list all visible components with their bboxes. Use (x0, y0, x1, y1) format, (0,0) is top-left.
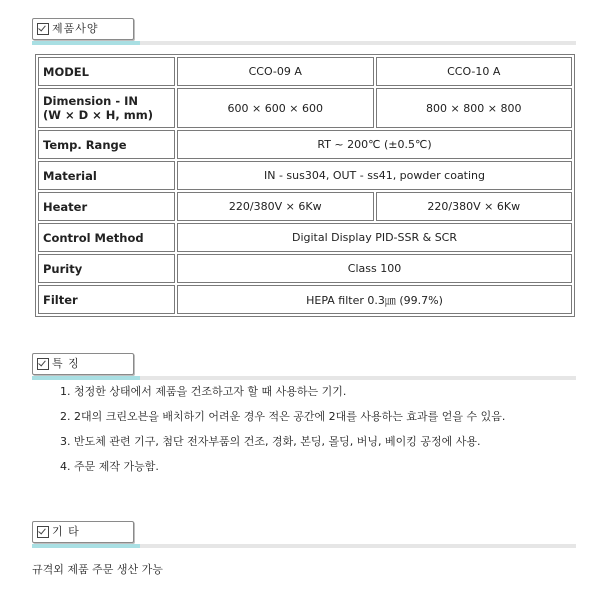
table-row (38, 88, 572, 128)
row-label: Heater (38, 192, 175, 221)
etc-title: 기 타 (52, 525, 80, 538)
table-row (38, 254, 572, 283)
list-item: 1. 청정한 상태에서 제품을 건조하고자 할 때 사용하는 기기. (60, 385, 347, 398)
spec-section-header (32, 18, 576, 48)
cell-value: 600 × 600 × 600 (177, 88, 374, 128)
cell-value: 220/380V × 6Kw (376, 192, 573, 221)
row-label: Temp. Range (38, 130, 175, 159)
cell-value: 800 × 800 × 800 (376, 88, 573, 128)
row-label-line2: (W × D × H, mm) (43, 108, 153, 122)
etc-text: 규격외 제품 주문 생산 가능 (32, 563, 163, 576)
accent-bar (32, 41, 140, 45)
checkbox-note-icon (37, 526, 49, 538)
checkbox-note-icon (37, 23, 49, 35)
table-row (38, 57, 572, 86)
list-item: 4. 주문 제작 가능함. (60, 460, 159, 473)
spec-table (35, 54, 575, 317)
rule-bar (140, 544, 576, 548)
accent-bar (32, 376, 140, 380)
cell-value: HEPA filter 0.3㎛ (99.7%) (177, 285, 572, 314)
features-tab (32, 353, 134, 375)
table-row (38, 192, 572, 221)
features-title: 특 징 (52, 357, 80, 370)
spec-tab (32, 18, 134, 40)
row-label: Filter (38, 285, 175, 314)
cell-value: 220/380V × 6Kw (177, 192, 374, 221)
table-row (38, 285, 572, 314)
row-label: Material (38, 161, 175, 190)
cell-value: Digital Display PID-SSR & SCR (177, 223, 572, 252)
list-item: 3. 반도체 관련 기구, 첨단 전자부품의 건조, 경화, 본딩, 몰딩, 버닝, 베이킹 공정에 사용. (60, 435, 481, 448)
rule-bar (140, 376, 576, 380)
cell-value: CCO-09 A (177, 57, 374, 86)
row-label: MODEL (38, 57, 175, 86)
checkbox-note-icon (37, 358, 49, 370)
cell-value: RT ~ 200℃ (±0.5℃) (177, 130, 572, 159)
row-label: Control Method (38, 223, 175, 252)
etc-section-header (32, 521, 576, 551)
cell-value: IN - sus304, OUT - ss41, powder coating (177, 161, 572, 190)
cell-value: CCO-10 A (376, 57, 573, 86)
table-row (38, 223, 572, 252)
table-row (38, 161, 572, 190)
rule-bar (140, 41, 576, 45)
etc-tab (32, 521, 134, 543)
features-section-header (32, 353, 576, 383)
row-label-line1: Dimension - IN (43, 94, 139, 108)
cell-value: Class 100 (177, 254, 572, 283)
table-row (38, 130, 572, 159)
list-item: 2. 2대의 크린오븐을 배치하기 어려운 경우 적은 공간에 2대를 사용하는 효과를 얻을 수 있음. (60, 410, 506, 423)
row-label: Purity (38, 254, 175, 283)
row-label (38, 88, 175, 128)
spec-title: 제품사양 (52, 22, 99, 35)
accent-bar (32, 544, 140, 548)
features-list (60, 385, 505, 485)
